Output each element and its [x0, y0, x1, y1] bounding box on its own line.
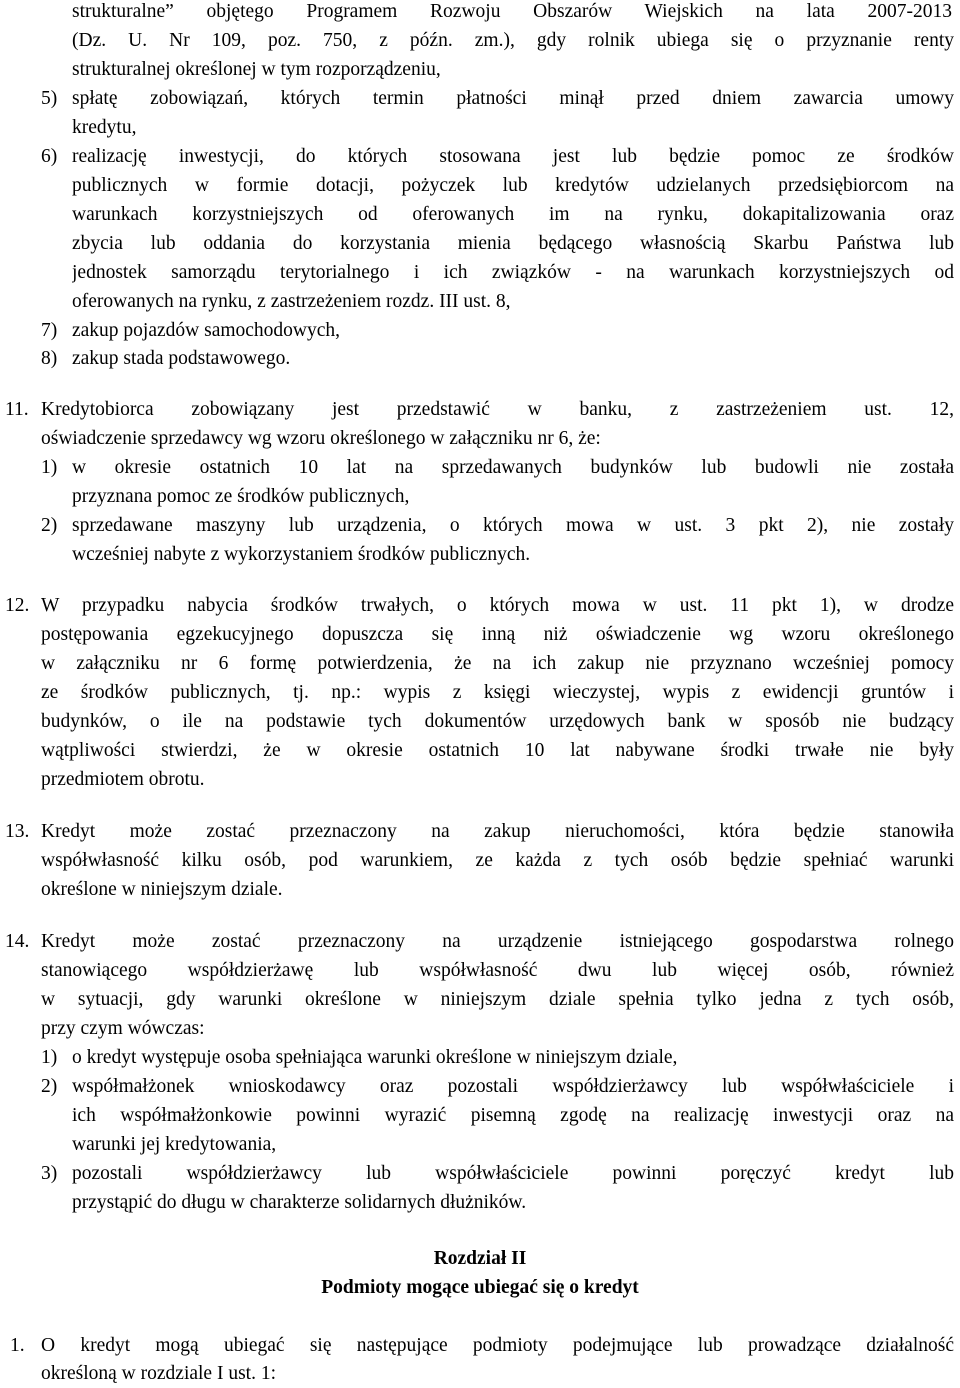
section-number: 12.: [5, 595, 30, 616]
text-line: jednostek samorządu terytorialnego i ich związków - na warunkach korzystniejszych od: [72, 262, 954, 283]
text-line: w okresie ostatnich 10 lat na sprzedawanych budynków lub budowli nie została: [72, 457, 954, 478]
text-line: Kredytobiorca zobowiązany jest przedstawić w banku, z zastrzeżeniem ust. 12,: [41, 399, 954, 420]
section-number: 11.: [5, 399, 29, 420]
text-line: określoną w rozdziale I ust. 1:: [41, 1363, 277, 1384]
list-number: 2): [41, 515, 58, 536]
text-line: określone w niniejszym dziale.: [41, 879, 283, 900]
text-line: (Dz. U. Nr 109, poz. 750, z późn. zm.), gdy rolnik ubiega się o przyznanie renty: [72, 30, 954, 51]
text-line: kredytu,: [72, 117, 137, 138]
list-number: 6): [41, 146, 58, 167]
text-line: wcześniej nabyte z wykorzystaniem środków publicznych.: [72, 544, 531, 565]
text-line: realizację inwestycji, do których stosowana jest lub będzie pomoc ze środków: [72, 146, 954, 167]
text-line: spłatę zobowiązań, których termin płatności minął przed dniem zawarcia umowy: [72, 88, 954, 109]
text-line: warunkach korzystniejszych od oferowanych im na rynku, dokapitalizowania oraz: [72, 204, 954, 225]
text-line: w załączniku nr 6 formę potwierdzenia, że na ich zakup nie przyznano wcześniej pomocy: [41, 653, 954, 674]
text-line: zbycia lub oddania do korzystania mienia będącego własnością Skarbu Państwa lub: [72, 233, 954, 254]
text-line: ze środków publicznych, tj. np.: wypis z księgi wieczystej, wypis z ewidencji gruntów i: [41, 682, 954, 703]
text-line: przy czym wówczas:: [41, 1018, 205, 1039]
text-line: o kredyt występuje osoba spełniająca warunki określone w niniejszym dziale,: [72, 1047, 678, 1068]
text-line: współmałżonek wnioskodawcy oraz pozostali współdzierżawcy lub współwłaściciele i: [72, 1076, 954, 1097]
text-line: Kredyt może zostać przeznaczony na urządzenie istniejącego gospodarstwa rolnego: [41, 931, 954, 952]
text-line: oświadczenie sprzedawcy wg wzoru określonego w załączniku nr 6, że:: [41, 428, 601, 449]
section-number: 13.: [5, 821, 30, 842]
list-number: 8): [41, 348, 58, 369]
text-line: przyznana pomoc ze środków publicznych,: [72, 486, 410, 507]
text-line: pozostali współdzierżawcy lub współwłaściciele powinni poręczyć kredyt lub: [72, 1163, 954, 1184]
text-line: strukturalnej określonej w tym rozporządzeniu,: [72, 59, 441, 80]
text-line: postępowania egzekucyjnego dopuszcza się inną niż oświadczenie wg wzoru określonego: [41, 624, 954, 645]
section-number: 14.: [5, 931, 30, 952]
text-line: W przypadku nabycia środków trwałych, o których mowa w ust. 11 pkt 1), w drodze: [41, 595, 954, 616]
text-line: zakup stada podstawowego.: [72, 348, 291, 369]
text-line: przystąpić do długu w charakterze solidarnych dłużników.: [72, 1192, 527, 1213]
list-number: 1): [41, 457, 58, 478]
text-line: O kredyt mogą ubiegać się następujące podmioty podejmujące lub prowadzące działalność: [41, 1335, 954, 1356]
text-line: Kredyt może zostać przeznaczony na zakup nieruchomości, która będzie stanowiła: [41, 821, 954, 842]
chapter-title: Rozdział II: [433, 1248, 527, 1269]
text-line: zakup pojazdów samochodowych,: [72, 320, 341, 341]
text-line: budynków, o ile na podstawie tych dokumentów urzędowych bank w sposób nie budzący: [41, 711, 954, 732]
list-number: 3): [41, 1163, 58, 1184]
text-line: oferowanych na rynku, z zastrzeżeniem rozdz. III ust. 8,: [72, 291, 511, 312]
list-number: 1): [41, 1047, 58, 1068]
text-line: stanowiącego współdzierżawę lub współwłasność dwu lub więcej osób, również: [41, 960, 954, 981]
text-line: sprzedawane maszyny lub urządzenia, o których mowa w ust. 3 pkt 2), nie zostały: [72, 515, 954, 536]
section-number: 1.: [10, 1335, 25, 1356]
list-number: 2): [41, 1076, 58, 1097]
text-line: warunki jej kredytowania,: [72, 1134, 277, 1155]
text-line: współwłasność kilku osób, pod warunkiem, ze każda z tych osób będzie spełniać warunki: [41, 850, 954, 871]
list-number: 7): [41, 320, 58, 341]
text-line: wątpliwości stwierdzi, że w okresie ostatnich 10 lat nabywane środki trwałe nie były: [41, 740, 954, 761]
text-line: w sytuacji, gdy warunki określone w niniejszym dziale spełnia tylko jedna z tych osób,: [41, 989, 954, 1010]
text-line: przedmiotem obrotu.: [41, 769, 205, 790]
chapter-subtitle: Podmioty mogące ubiegać się o kredyt: [321, 1277, 639, 1298]
text-line: strukturalne” objętego Programem Rozwoju Obszarów Wiejskich na lata 2007-2013: [72, 1, 952, 22]
list-number: 5): [41, 88, 58, 109]
text-line: ich współmałżonkowie powinni wyrazić pisemną zgodę na realizację inwestycji oraz na: [72, 1105, 954, 1126]
text-line: publicznych w formie dotacji, pożyczek lub kredytów udzielanych przedsiębiorcom na: [72, 175, 954, 196]
